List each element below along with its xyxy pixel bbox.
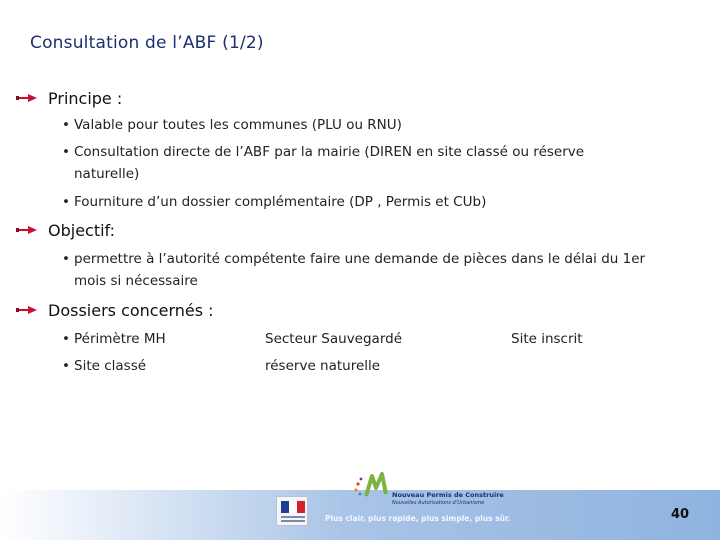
section-heading-dossiers: Dossiers concernés : (48, 301, 214, 320)
bullet-text: Consultation directe de l’ABF par la mairie (DIREN en site classé ou réserve (74, 144, 585, 160)
marianne-logo-icon (276, 496, 308, 526)
list-item (62, 114, 402, 136)
dossier-reserve-naturelle: réserve naturelle (265, 358, 381, 374)
list-item (62, 141, 584, 185)
list-item (62, 328, 166, 350)
slide-title: Consultation de l’ABF (1/2) (30, 33, 264, 53)
bullet-text: Fourniture d’un dossier complémentaire (DP , Permis et CUb) (74, 194, 487, 210)
brand-name: Nouveau Permis de Construire (392, 491, 504, 499)
red-arrow-icon (16, 304, 38, 316)
red-arrow-icon (16, 92, 38, 104)
bullet-glyph: • (62, 251, 70, 267)
section-heading-principe: Principe : (48, 89, 123, 108)
list-item (62, 248, 645, 292)
red-arrow-icon (16, 224, 38, 236)
bullet-glyph: • (62, 117, 70, 133)
bullet-glyph: • (62, 358, 70, 374)
bullet-text-continued: mois si nécessaire (74, 273, 198, 289)
bullet-text: Valable pour toutes les communes (PLU ou RNU) (74, 117, 402, 133)
bullet-glyph: • (62, 194, 70, 210)
dossier-site-inscrit: Site inscrit (511, 331, 583, 347)
brand-subtitle: Nouvelles Autorisations d’Urbanisme (392, 500, 485, 506)
section-heading-objectif: Objectif: (48, 221, 116, 240)
bullet-text: permettre à l’autorité compétente faire une demande de pièces dans le délai du 1er (74, 251, 646, 267)
dossier-secteur-sauvegarde: Secteur Sauvegardé (265, 331, 403, 347)
page-number: 40 (671, 507, 690, 522)
dossier-site-classe: Site classé (74, 358, 147, 374)
bullet-glyph: • (62, 331, 70, 347)
list-item (62, 355, 146, 377)
bullet-glyph: • (62, 144, 70, 160)
dossier-perimetre-mh: Périmètre MH (74, 331, 166, 347)
list-item (62, 191, 486, 213)
bullet-text-continued: naturelle) (74, 166, 140, 182)
brand-logo-icon (352, 470, 392, 500)
footer-slogan: Plus clair, plus rapide, plus simple, plus sûr. (325, 514, 511, 523)
